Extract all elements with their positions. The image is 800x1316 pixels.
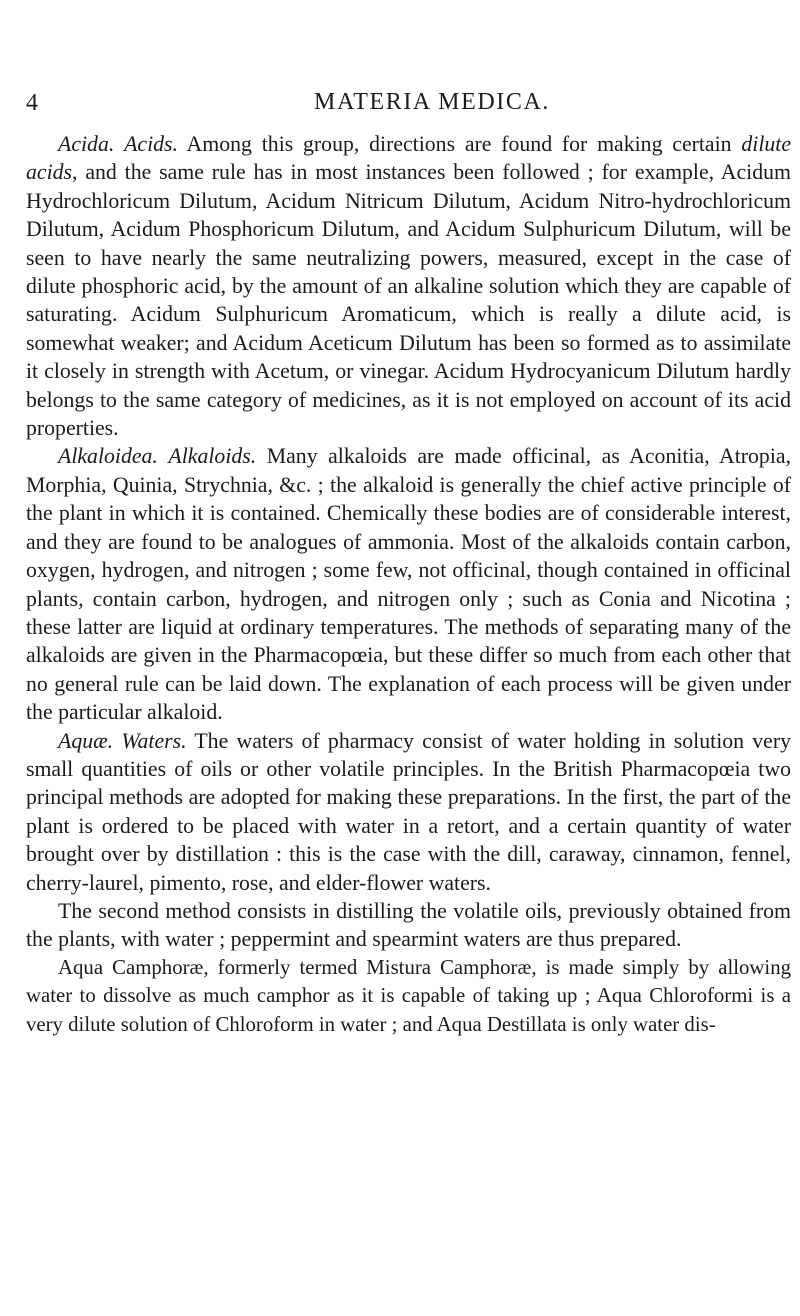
paragraph-text: Aqua Camphoræ, formerly termed Mistura Camphoræ, is made simply by allowing water to dissolve as much camphor as it is capable of taking up ; Aqua Chloroformi is a very dilute solution of Chloroform in water ; and Aqua Destillata is only water dis- <box>26 955 791 1036</box>
paragraph-heading-latin: Acida. <box>58 132 115 156</box>
paragraph-text: Many alkaloids are made officinal, as Aconitia, Atropia, Morphia, Quinia, Strychnia, &c. ; the alkaloid is generally the chief active principle of the plant in which it is contained. Chemically these bodies are of considerable interest, and they are found to be analogues of ammonia. Most of the alkaloids contain carbon, oxygen, hydrogen, and nitrogen ; some few, not officinal, though contained in officinal plants, contain carbon, hydrogen, and nitrogen only ; such as Conia and Nicotina ; these latter are liquid at ordinary temperatures. The methods of separating many of the alkaloids are given in the Pharmacopœia, but these differ so much from each other that no general rule can be laid down. The explanation of each process will be given under the particular alkaloid. <box>26 444 792 725</box>
body-text <box>26 130 791 1039</box>
running-head <box>26 86 791 126</box>
paragraph-aqua-camphorae <box>26 954 791 1039</box>
paragraph-heading-english: Alkaloids. <box>168 444 257 469</box>
paragraph-text: , and the same rule has in most instances been followed ; for example, Acidum Hydrochloricum Dilutum, Acidum Nitricum Dilutum, Acidum Nitro-hydrochloricum Dilutum, Acidum Phosphoricum Dilutum, and Acidum Sulphuricum Dilutum, will be seen to have nearly the same neutralizing powers, measured, except in the case of dilute phosphoric acid, by the amount of an alkaline solution which they are capable of saturating. Acidum Sulphuricum Aromaticum, which is really a dilute acid, is somewhat weaker; and Acidum Aceticum Dilutum has been so formed as to assimilate it closely in strength with Acetum, or vinegar. Acidum Hydrocyanicum Dilutum hardly belongs to the same category of medicines, as it is not employed on account of its acid properties. <box>26 160 791 441</box>
paragraph-alkaloids <box>26 442 791 726</box>
emphasized-term: dilute acids <box>26 132 791 185</box>
paragraph-heading-english: Waters. <box>121 728 187 753</box>
paragraph-heading-latin: Alkaloidea. <box>58 444 158 469</box>
paragraph-acids <box>26 130 791 442</box>
paragraph-heading-english: Acids. <box>124 132 178 156</box>
paragraph-text: The waters of pharmacy consist of water holding in solution very small quantities of oils or other volatile principles. In the British Pharmacopœia two principal methods are adopted for making these preparations. In the first, the part of the plant is ordered to be placed with water in a retort, and a certain quantity of water brought over by distillation : this is the case with the dill, caraway, cinnamon, fennel, cherry-laurel, pimento, rose, and elder-flower waters. <box>26 728 791 895</box>
paragraph-text: Among this group, directions are found for making certain <box>177 132 742 156</box>
page-title: MATERIA MEDICA. <box>314 89 551 115</box>
paragraph-second-method <box>26 897 791 954</box>
page-number: 4 <box>26 90 38 116</box>
paragraph-text: The second method consists in distilling the volatile oils, previously obtained from the plants, with water ; peppermint and spearmint waters are thus prepared. <box>26 898 791 952</box>
paragraph-heading-latin: Aquæ. <box>58 728 114 753</box>
paragraph-waters <box>26 727 791 897</box>
